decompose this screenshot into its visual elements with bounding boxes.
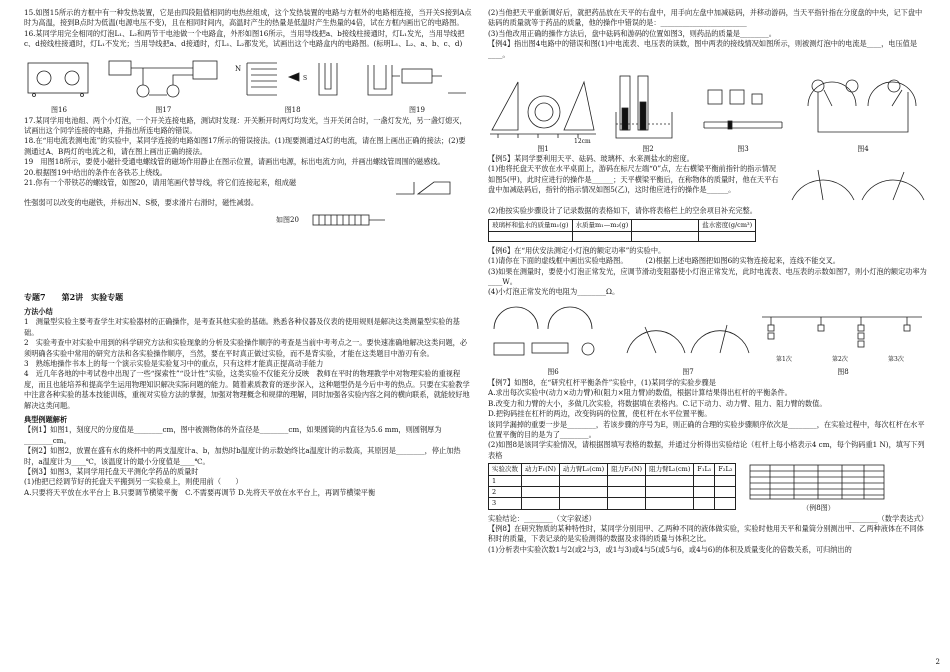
problem-21-text-a: 21.你有一个带铁芯的螺线管，如图20，请用笔画代替导线，将它们连接起来，组成磁 — [24, 178, 297, 188]
problem-20: 20.根据图19中给出的条件在各铁芯上绕线。 — [24, 167, 167, 177]
example-8-part-1: (1)分析表中实验次数1与2(或2与3，或1与3)或4与5(或5与6，或4与6)的体积及质量变化的倍数关系，可归纳出的 — [488, 544, 852, 554]
problem-21-text-b: 性强弱可以改变的电磁铁，并标出N、S极，要求滑片右滑时，磁性减弱。 — [24, 198, 259, 208]
figure-20-caption: 如图20 — [276, 216, 299, 225]
figure-17 — [103, 55, 223, 115]
conclusion-formula: ________（数学表达式） — [848, 513, 928, 523]
page-number: 2 — [935, 658, 940, 666]
figure-19-caption: 图19 — [409, 106, 425, 115]
example-3-part-1: (1)他把已经调节好的托盘天平搬到另一实验桌上，则使用前（ ） — [24, 477, 243, 487]
example-3-part-3: (3)当他改用正确的操作方法后，盘中砝码和游码的位置如图3，则药品的质量是________。 — [488, 28, 776, 38]
example-3-part-2: (2)当他把天平重新调好后，就把药品放在天平的右盘中，用手向左盘中加减砝码，并移动游码，当天平指针指在分度盘的中央，记下盘中砝码的质量就等于药品的质量，他的操作中错误的是：________________________ — [488, 8, 923, 28]
figure-20 — [24, 212, 472, 228]
problem-16: 16.某同学用完全相同的灯泡L₁、L₂和两节干电池做一个电路盒，外形如图16所示，当用导线把a、b接线柱接通时，灯L₁发光，当用导线把c、d接线柱接通时，灯L₁不发光；当用导线把a、d接通时，灯L₁、L₂都发光，试画出这个电路盒内的电路图。(标明L₁、L₂、a、b、c、d) — [24, 28, 465, 49]
example-7-step-b: B.改变力和力臂的大小，多做几次实验，将数据填在表格内。C.记下动力、动力臂、阻力、阻力臂的数值。 — [488, 398, 827, 408]
figure-2 — [608, 72, 688, 154]
example-7-step-d: D.把钩码挂在杠杆的两边，改变钩码的位置，使杠杆在水平位置平衡。 — [488, 409, 712, 419]
conclusion-text: 实验结论：________（文字叙述） — [488, 513, 596, 523]
left-column — [24, 8, 472, 498]
figure-5 — [788, 154, 928, 206]
examples-heading: 典型例题解析 — [24, 414, 68, 424]
figure-6 — [488, 303, 618, 377]
table-7-row-index: 1 — [489, 475, 522, 486]
figure-18 — [233, 55, 353, 115]
example-5-block — [488, 154, 928, 206]
figure-3-caption: 图3 — [737, 144, 749, 153]
example-6-part-4: (4)小灯泡正常发光的电阻为________Ω。 — [488, 287, 620, 297]
solenoid-icon — [309, 212, 389, 228]
example-7-step-a: A.求出每次实验中(动力×动力臂)和(阻力×阻力臂)的数值，根据计算结果得出杠杆的平衡条件。 — [488, 388, 792, 398]
problem-15: 15.如图15所示的方框中有一种发热装置，它是由四段阻值相同的电热丝组成，这个发热装置的电路与方框外的电路相连接，当开关S接到A点时为高温，接到B点时为低温(电源电压不变)，且在相同时间内，高温时产生的热量是低温时产生热量的4倍，试在方框内画出它的电路图。 — [24, 8, 472, 28]
table-5-header — [632, 220, 699, 231]
figure-16-caption: 图16 — [51, 106, 67, 115]
problem-19: 19 用图18所示，要使小磁针受通电螺线管的磁场作用静止在图示位置，请画出电源，标出电流方向，并画出螺线管周围的磁感线。 — [24, 157, 445, 167]
table-7-header: 阻力F₂(N) — [608, 464, 646, 475]
table-5-header: 盐水密度(g/cm³) — [699, 220, 756, 231]
example-8-figure-caption: （例8图） — [802, 504, 835, 513]
example-5: 【例5】某同学要利用天平、砝码、玻璃杯、水来测盐水的密度。 — [488, 154, 694, 164]
table-7-header: 动力F₁(N) — [522, 464, 560, 475]
example-6-part-3: (3)如果在测量时，要使小灯泡正常发光，应调节滑动变阻器使小灯泡正常发光，此时电流表、电压表的示数如图7，则小灯泡的额定功率为____W。 — [488, 266, 927, 287]
problem-17: 17.某同学用电池组、两个小灯泡，一个开关连接电路，测试时发现：开关断开时两灯均发光，当开关闭合时，一盏灯发光，另一盏灯熄灭，试画出这个同学连接的电路，并指出所连电路的错误。 — [24, 115, 467, 136]
figure-3 — [698, 72, 788, 154]
table-7 — [488, 463, 736, 510]
example-6: 【例6】在“用伏安法测定小灯泡的额定功率”的实验中。 — [488, 245, 666, 255]
example-7: 【例7】如图8，在“研究杠杆平衡条件”实验中，(1)某同学的实验步骤是 — [488, 377, 716, 387]
method-heading: 方法小结 — [24, 306, 53, 316]
right-column — [488, 8, 928, 555]
table-7-row-index: 2 — [489, 486, 522, 497]
figure-18-caption: 图18 — [284, 106, 301, 115]
figure-7-caption: 图7 — [682, 368, 694, 377]
example-7-part-2: (2)如图8是该同学实验情况，请根据图填写表格的数据，并通过分析得出实验结论（杠杆上每小格表示4 cm，每个钩码重1 N)，填写下列表格 — [488, 440, 925, 460]
figure-17-caption: 图17 — [155, 106, 172, 115]
example-6-part-1: (1)请你在下面的虚线框中画出实验电路图。 (2)根据上述电路图把如图6的实物连接起来，连线不能交叉。 — [488, 256, 840, 266]
example-8: 【例8】在研究物质的某种特性时，某同学分别用甲、乙两种不同的液体做实验，实验时他用天平和量筒分别测出甲、乙两种液体在不同体积时的质量，下表记录的是实验测得的数据及求得的质量与体积之比。 — [488, 523, 924, 544]
table-7-header: 动力臂L₁(cm) — [559, 464, 607, 475]
figure-row-1-4 — [488, 62, 928, 154]
problem-18: 18.在“用电流表测电流”的实验中，某同学连接的电路如图17所示的错误接法。(1)现要测通过A灯的电流，请在图上画出正确的接法；(2)要测通过A、B两灯的电流之和，请在图上画出正确的接法。 — [24, 136, 466, 156]
example-5-part-1: (1)他将托盘天平放在水平桌面上，游码在标尺左端“0”点，左右横梁平衡前指针的指示情况如图5(甲)，此时应进行的操作是______；天平横梁平衡后，在称物体的质量时，他在天平右盘中加减砝码后，指针的指示情况如图5(乙)，这时他应进行的操作是______。 — [488, 164, 779, 195]
example-7-table-block — [488, 463, 928, 513]
figure-16 — [24, 55, 94, 115]
example-4: 【例4】指出图4电路中的错误和图(1)中电流表、电压表的读数，图中两表的接线情况如图所示，则被测灯泡中的电流是____，电压值是____。 — [488, 39, 918, 59]
problem-21 — [24, 178, 472, 198]
method-2: 2 实验考查中对实验中用到的科学研究方法和实验现象的分析及实验操作顺序的考查是当前中考考点之一。要快速准确地解决这类问题，必须明确各实验中常用的研究方法和各实验操作顺序，当然，要在平时真正做过实验，而不是背实验，才能在这类题目中游刃有余。 — [24, 338, 468, 358]
figure-19 — [362, 55, 472, 115]
table-7-row-index: 3 — [489, 498, 522, 509]
figure-1-caption: 图1 — [537, 144, 549, 153]
figure-8 — [758, 303, 928, 377]
table-7-header: F₂L₂ — [715, 464, 736, 475]
ruler-label: 12cm — [574, 137, 591, 144]
try-label: 第2次 — [832, 356, 848, 364]
figure-4-caption: 图4 — [857, 144, 869, 153]
battery-box-icon — [394, 178, 472, 198]
example-2: 【例2】如图2，放置在盛有水的烧杯中的两支温度计a、b，加热时b温度计的示数始终比a温度计的示数高，其原因是________，停止加热时，a温度计为____℃，该温度计的最小分度值是____℃。 — [24, 446, 461, 466]
figure-8-caption: 图8 — [837, 368, 849, 377]
example-5-part-2: (2)他按实验步骤设计了记录数据的表格如下，请你将表格栏上的空余项目补充完整。 — [488, 206, 757, 216]
example-7-part-1: 该同学漏掉的重要一步是________，若该步骤的序号为E，则正确的合理的实验步骤顺序依次是________，在实验过程中，每次杠杆在水平位置平衡的目的是为了________。 — [488, 419, 925, 439]
try-label: 第1次 — [776, 356, 792, 364]
example-3-options: A.只要将天平放在水平台上 B.只要调节横梁平衡 C.不需要再调节 D.先将天平放在水平台上，再调节横梁平衡 — [24, 487, 376, 497]
figure-2-caption: 图2 — [642, 144, 654, 153]
method-4: 4 近几年各地的中考试卷中出现了一些“探索性”“设计性”实验，这类实验不仅能充分反映 教师在平时的物理教学中对物理实验的重视程度，而且也能培养和提高学生运用物理知识解决实际问题的能力。随着素质教育的逐步深入，这种题型仍是今后中考的热点。只要在实验教学中注意各种实验的基本技能训练，重视对实验方法的掌握，加强对物理概念和规律的理解，同时加强各实验内容之间的横向联系，就能较好地解决这类问题。 — [24, 369, 470, 410]
table-7-header: 实验次数 — [489, 464, 522, 475]
svg-text:N: N — [234, 65, 241, 74]
figure-6-caption: 图6 — [547, 368, 559, 377]
example-1: 【例1】如图1，刻度尺的分度值是________cm，图中被测物体的外直径是________cm，如果圆筒的内直径为5.6 mm，则圆钢厚为________cm。 — [24, 425, 442, 445]
try-label: 第3次 — [888, 356, 904, 364]
example-3: 【例3】如图3，某同学用托盘天平测化学药品的质量时 — [24, 466, 199, 476]
method-3: 3 熟练地操作书本上的每一个演示实验是实验复习中的重点，只有这样才能真正提高动手能力 — [24, 358, 324, 368]
figure-7 — [623, 303, 753, 377]
table-5 — [488, 219, 756, 241]
figure-1 — [488, 72, 598, 154]
section-heading: 专题7 第2讲 实验专题 — [24, 292, 124, 303]
method-1: 1 测量型实验主要考查学生对实验器材的正确操作，是考查其他实验的基础。熟悉各种仪器及仪表的使用规则是解决这类测量型实验的基础。 — [24, 317, 460, 337]
figure-4 — [798, 72, 928, 154]
figure-row-6-8 — [488, 300, 928, 378]
svg-text:S: S — [302, 75, 307, 83]
table-5-header: 水质量m₁—m₂(g) — [572, 220, 632, 231]
example-8-table-figure — [748, 463, 888, 513]
figure-row-16-19 — [24, 50, 472, 116]
example-7-conclusion — [488, 514, 928, 524]
table-7-header: 阻力臂L₂(cm) — [646, 464, 694, 475]
table-5-header: 玻璃杯和盐水的质量m₁(g) — [489, 220, 573, 231]
table-7-header: F₁L₁ — [694, 464, 715, 475]
